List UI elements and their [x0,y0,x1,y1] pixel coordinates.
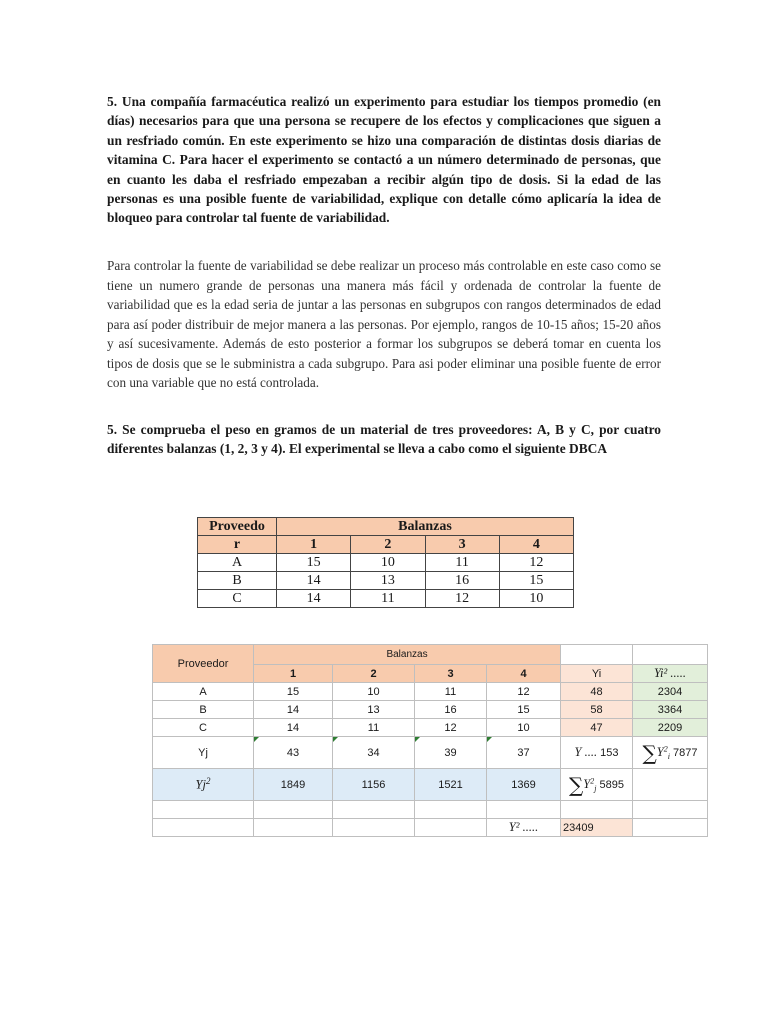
cell: 10 [499,590,573,608]
cell: 14 [277,590,351,608]
col-header: 3 [425,536,499,554]
empty-cell [561,801,633,819]
table-row [153,701,708,719]
yi2-value: 3364 [633,701,708,719]
empty-cell [254,801,333,819]
cell: 12 [415,719,487,737]
empty-cell [153,819,254,837]
empty-cell [633,819,708,837]
row-label: B [198,572,277,590]
question-1: 5. Una compañía farmacéutica realizó un experimento para estudiar los tiempos promedio (en días) necesarios para que una persona se recupere de los efectos y complicaciones que siguen a un resfriado común. En este experimento se hizo una comparación de distintas dosis diarias de vitamina C. Para hacer el experimento se contactó a un número determinado de personas, que en cuanto les daba el resfriado empezaban a recibir algún tipo de dosis. Si la edad de las personas es una posible fuente de variabilidad, explique con detalle cómo aplicaría la idea de bloqueo para controlar tal fuente de variabilidad. [107,94,661,226]
yj2-value: 1521 [415,769,487,801]
balanzas-header: Balanzas [277,518,574,536]
row-label: C [153,719,254,737]
sum-symbol: ∑ [642,740,657,765]
empty-cell [633,769,708,801]
empty-cell [561,645,633,665]
cell: 14 [254,701,333,719]
empty-cell [333,801,415,819]
empty-cell [633,645,708,665]
empty-cell [153,801,254,819]
sum-yj2-value: 5895 [599,778,625,791]
sum-yj2-cell: $\sum Y^2_j$ 5895 [561,769,633,801]
col-header: 4 [499,536,573,554]
row-label: A [153,683,254,701]
table-row [153,737,708,769]
cell: 11 [415,683,487,701]
yi2-value: 2209 [633,719,708,737]
col-header: 1 [277,536,351,554]
sum-symbol: ∑ [569,772,584,797]
yj2-label: Yj [195,777,206,792]
table-row [153,769,708,801]
yj2-value: 1369 [487,769,561,801]
computation-table [152,644,708,837]
cell: 15 [277,554,351,572]
ytotal-value: 153 [600,747,619,759]
yj-label: Yj [153,737,254,769]
yj2-value: 1849 [254,769,333,801]
yj-value: 39 [415,737,487,769]
ytotal-cell [561,737,633,769]
col-header: 1 [254,665,333,683]
cell: 13 [351,572,425,590]
row-label: B [153,701,254,719]
cell: 15 [487,701,561,719]
ytotal-label: Y .... [574,745,598,759]
table-row [153,719,708,737]
balanzas-header: Balanzas [254,645,561,665]
cell: 11 [351,590,425,608]
cell: 10 [487,719,561,737]
table-row [198,554,574,572]
table-row [153,683,708,701]
y2-value: 23409 [561,819,633,837]
empty-cell [415,801,487,819]
col-header: 4 [487,665,561,683]
table-row [198,572,574,590]
cell: 10 [351,554,425,572]
row-label: C [198,590,277,608]
cell: 13 [333,701,415,719]
yi2-value: 2304 [633,683,708,701]
prov-header: Proveedor [153,645,254,683]
yj-value: 37 [487,737,561,769]
cell: 16 [415,701,487,719]
cell: 14 [277,572,351,590]
sum-yj2-label: Y [583,776,591,791]
yi2-header: Yi² ..... [633,665,708,683]
sum-yi2-label: Y [656,744,664,759]
cell: 10 [333,683,415,701]
cell: 15 [499,572,573,590]
cell: 12 [425,590,499,608]
empty-cell [633,801,708,819]
prov-header: Proveedo [198,518,277,536]
yj2-value: 1156 [333,769,415,801]
question-2: 5. Se comprueba el peso en gramos de un material de tres proveedores: A, B y C, por cuatro diferentes balanzas (1, 2, 3 y 4). El experimental se lleva a cabo como el siguiente DBCA [107,422,661,457]
cell: 14 [254,719,333,737]
cell: 12 [487,683,561,701]
dbca-table [197,517,574,608]
yi-value: 48 [561,683,633,701]
yi-header: Yi [561,665,633,683]
yi-value: 58 [561,701,633,719]
cell: 11 [333,719,415,737]
empty-cell [333,819,415,837]
sum-yi2-value: 7877 [673,746,698,759]
cell: 12 [499,554,573,572]
cell: 11 [425,554,499,572]
cell: 15 [254,683,333,701]
empty-cell [254,819,333,837]
row-label: A [198,554,277,572]
yj2-label-cell: Yj$^2$ [153,769,254,801]
answer-1: Para controlar la fuente de variabilidad se debe realizar un proceso más controlable en este caso como se tiene un numero grande de personas una manera más fácil y ordenada de controlar la fuente de variabilidad que es la edad seria de juntar a las personas en subgrupos con rangos determinados de edad para así poder distribuir de mejor manera a las personas. Por ejemplo, rangos de 10-15 años; 15-20 años y así sucesivamente. Además de esto posterior a formar los subgrupos se deberá tomar en cuenta los tipos de dosis que se le subministra a cada subgrupo. Para asi poder eliminar una posible fuente de error con una variable que no está controlada. [107,258,661,390]
table-row [198,590,574,608]
yi-value: 47 [561,719,633,737]
prov-header-cont: r [198,536,277,554]
yj-value: 34 [333,737,415,769]
col-header: 2 [351,536,425,554]
col-header: 3 [415,665,487,683]
empty-cell [415,819,487,837]
empty-cell [487,801,561,819]
cell: 16 [425,572,499,590]
y2-label: Y² ..... [487,819,561,837]
yj-value: 43 [254,737,333,769]
col-header: 2 [333,665,415,683]
sum-yi2-cell: $\sum Y^2_i$ 7877 [633,737,708,769]
